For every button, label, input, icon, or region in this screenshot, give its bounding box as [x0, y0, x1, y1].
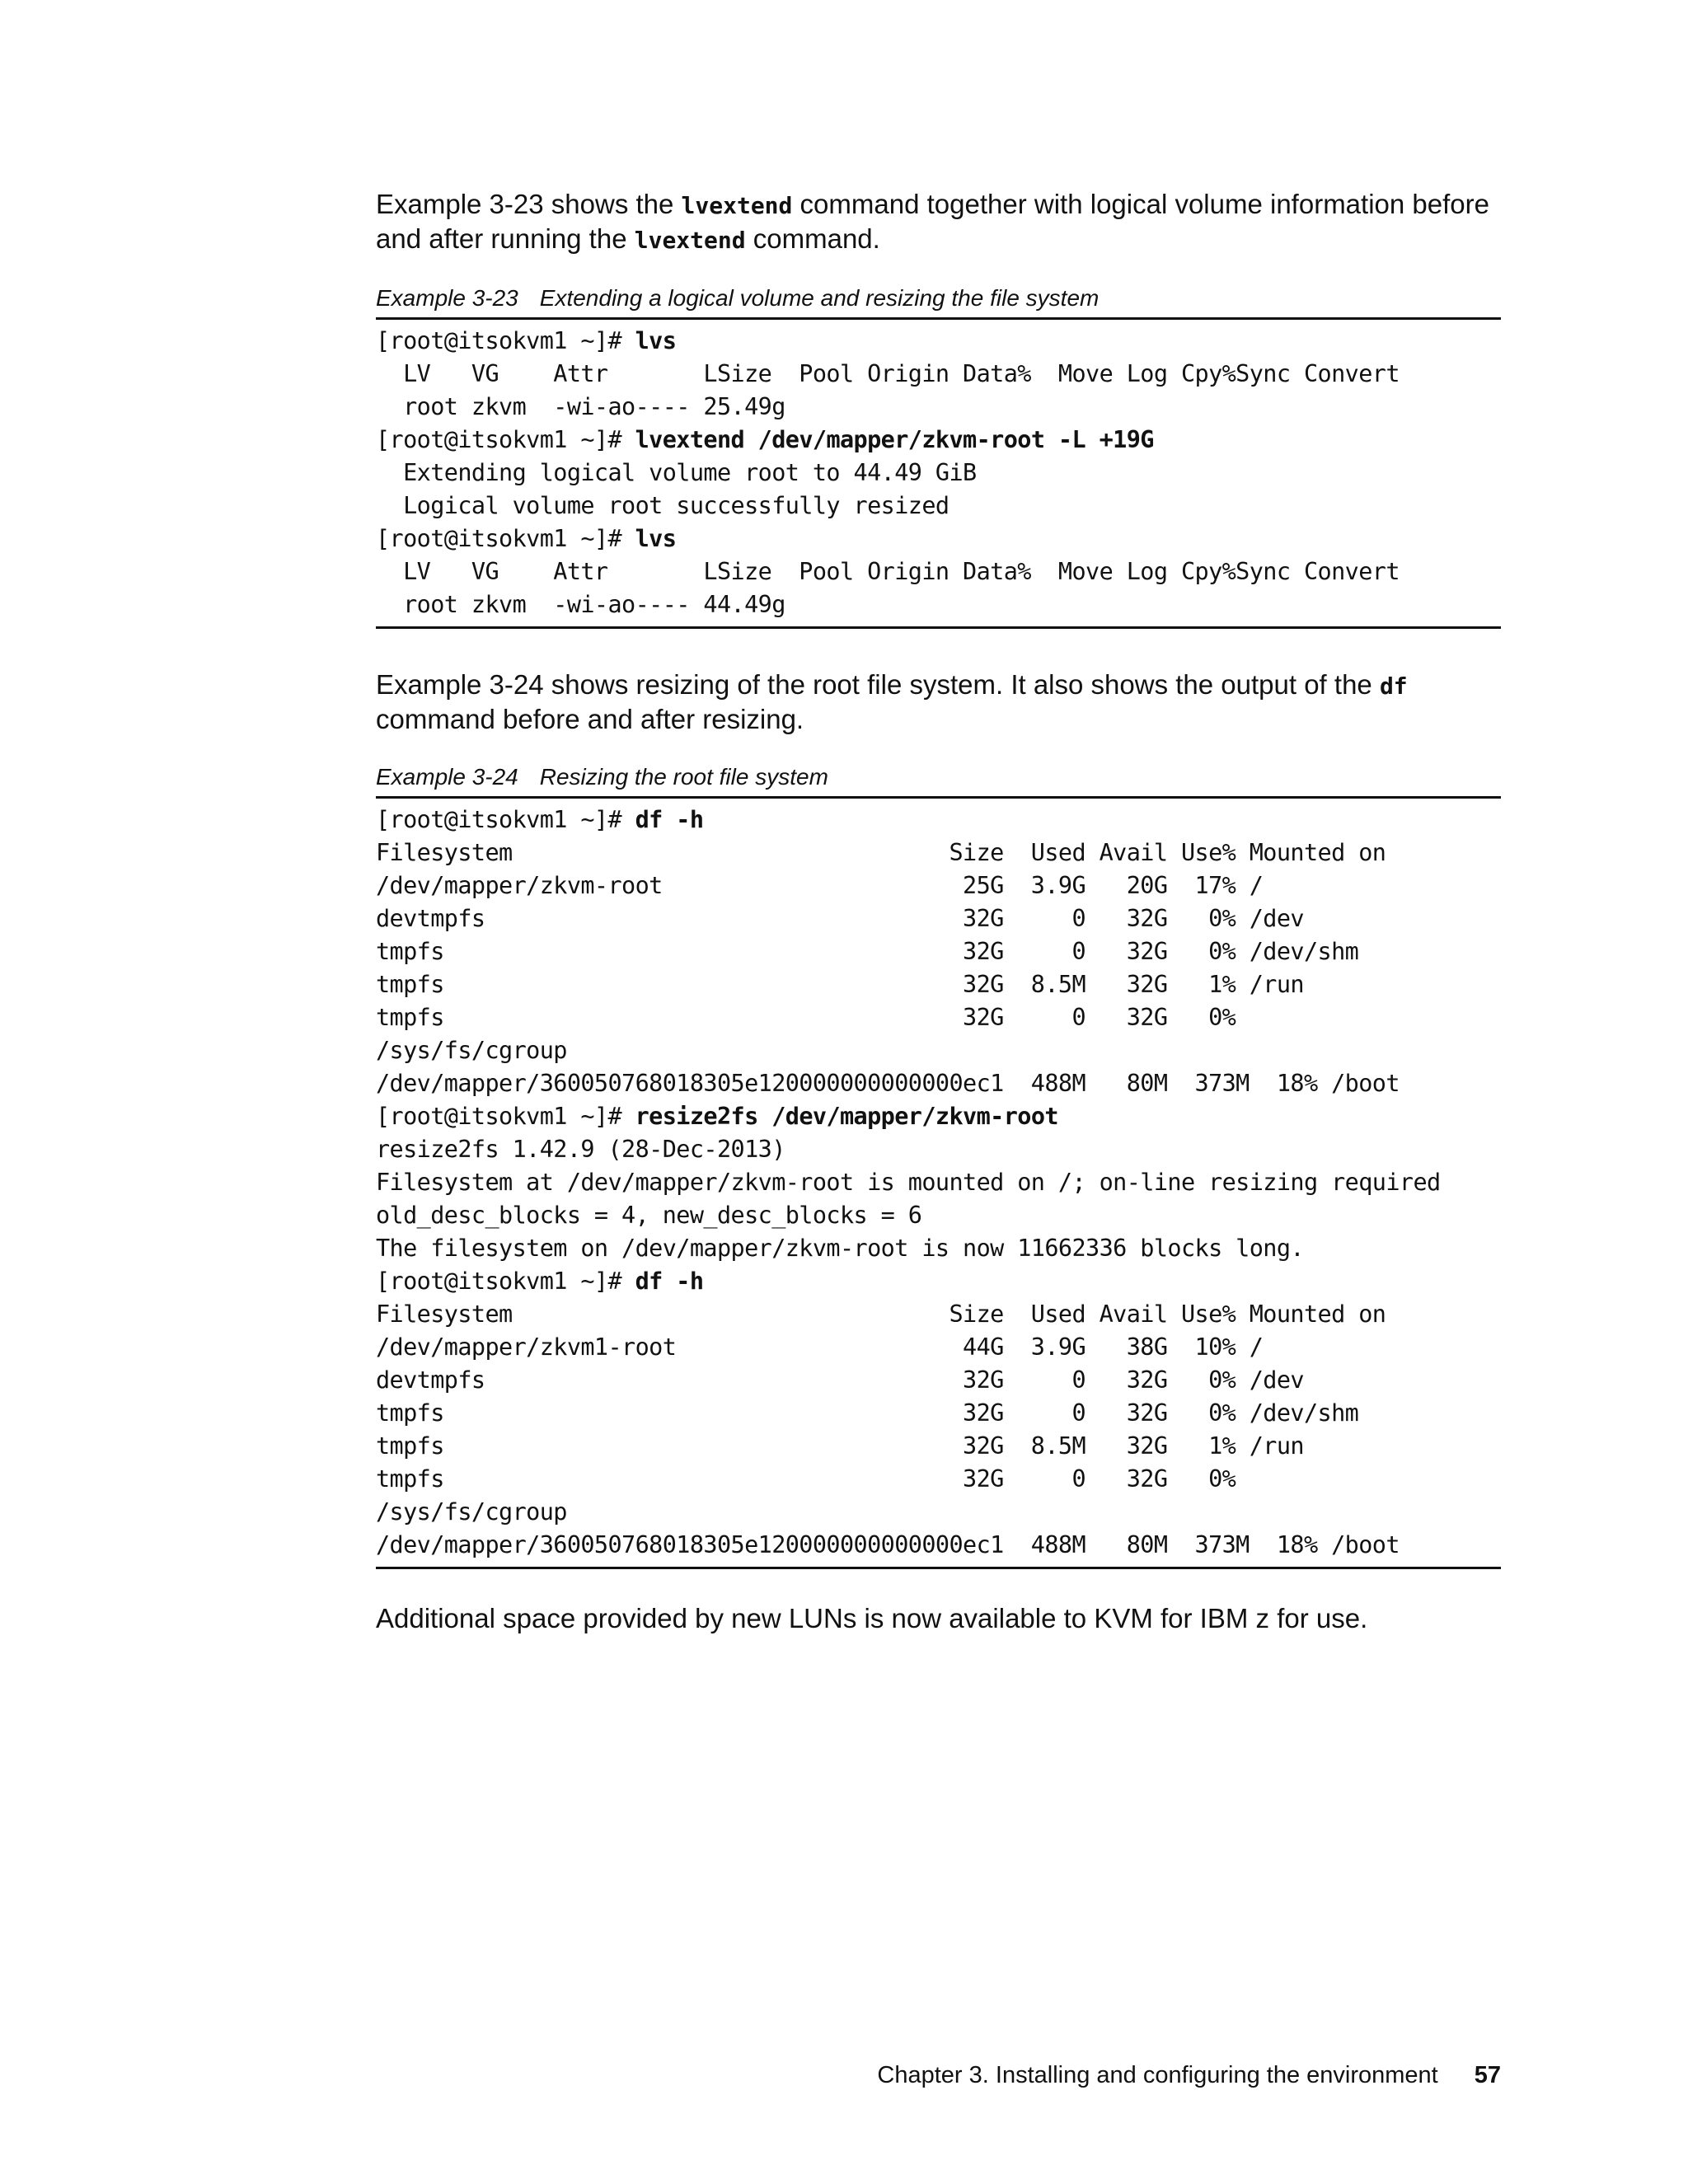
- code-command: lvs: [635, 327, 677, 354]
- code-text: LV VG Attr LSize Pool Origin Data% Move Log Cpy%Sync Convert: [376, 360, 1400, 387]
- code-line: [376, 1265, 1501, 1298]
- code-line: [376, 523, 1501, 555]
- code-line: [376, 391, 1501, 424]
- code-line: [376, 1496, 1501, 1529]
- code-line: [376, 902, 1501, 935]
- inline-code-lvextend-2: lvextend: [634, 227, 746, 254]
- code-line: [376, 935, 1501, 968]
- code-line: [376, 490, 1501, 523]
- code-text: tmpfs 32G 8.5M 32G 1% /run: [376, 1432, 1304, 1460]
- intro2-text-a: Example 3-24 shows resizing of the root file system. It also shows the output of the: [376, 669, 1380, 700]
- page-body: [376, 188, 1501, 1635]
- code-text: devtmpfs 32G 0 32G 0% /dev: [376, 905, 1304, 932]
- intro-paragraph-2: [376, 668, 1501, 736]
- closing-paragraph: Additional space provided by new LUNs is now available to KVM for IBM z for use.: [376, 1603, 1368, 1633]
- example-caption-3-24: [376, 763, 1501, 791]
- caption-label: Example 3-24: [376, 764, 518, 790]
- code-line: [376, 1529, 1501, 1562]
- intro-paragraph-1: [376, 188, 1501, 257]
- code-line: [376, 869, 1501, 902]
- code-text: /dev/mapper/360050768018305e120000000000000ec1 488M 80M 373M 18% /boot: [376, 1531, 1400, 1558]
- code-text: [root@itsokvm1 ~]#: [376, 806, 635, 833]
- code-line: [376, 358, 1501, 391]
- code-text: /dev/mapper/zkvm1-root 44G 3.9G 38G 10% /: [376, 1333, 1264, 1361]
- code-text: The filesystem on /dev/mapper/zkvm-root is now 11662336 blocks long.: [376, 1235, 1304, 1262]
- page-number: 57: [1474, 2062, 1501, 2088]
- code-line: [376, 1430, 1501, 1463]
- code-line: [376, 1331, 1501, 1364]
- code-line: [376, 1034, 1501, 1067]
- code-text: root zkvm -wi-ao---- 44.49g: [376, 591, 785, 618]
- code-line: [376, 837, 1501, 869]
- code-text: [root@itsokvm1 ~]#: [376, 525, 635, 552]
- code-text: tmpfs 32G 8.5M 32G 1% /run: [376, 971, 1304, 998]
- caption-label: Example 3-23: [376, 285, 518, 311]
- code-line: [376, 1199, 1501, 1232]
- code-command: lvs: [635, 525, 677, 552]
- code-line: [376, 457, 1501, 490]
- code-line: [376, 1001, 1501, 1034]
- example-code-block-3-24: [376, 796, 1501, 1569]
- page-footer: [824, 2060, 1501, 2090]
- code-line: [376, 1133, 1501, 1166]
- code-text: tmpfs 32G 0 32G 0%: [376, 1465, 1236, 1493]
- caption-title: Extending a logical volume and resizing the file system: [539, 285, 1100, 311]
- code-line: [376, 968, 1501, 1001]
- code-line: [376, 325, 1501, 358]
- intro2-text-b: command before and after resizing.: [376, 704, 804, 734]
- code-text: tmpfs 32G 0 32G 0% /dev/shm: [376, 1399, 1359, 1427]
- code-line: [376, 1100, 1501, 1133]
- code-text: devtmpfs 32G 0 32G 0% /dev: [376, 1366, 1304, 1394]
- intro1-text-c: command.: [745, 223, 880, 254]
- code-text: tmpfs 32G 0 32G 0%: [376, 1004, 1236, 1031]
- code-text: [root@itsokvm1 ~]#: [376, 426, 635, 453]
- code-text: old_desc_blocks = 4, new_desc_blocks = 6: [376, 1202, 922, 1229]
- example-code-block-3-23: [376, 317, 1501, 629]
- code-line: [376, 1067, 1501, 1100]
- code-line: [376, 1364, 1501, 1397]
- code-line: [376, 424, 1501, 457]
- inline-code-df: df: [1379, 673, 1408, 700]
- code-command: df -h: [635, 806, 704, 833]
- code-command: df -h: [635, 1268, 704, 1295]
- code-text: [root@itsokvm1 ~]#: [376, 1103, 635, 1130]
- code-line: [376, 804, 1501, 837]
- code-text: /dev/mapper/zkvm-root 25G 3.9G 20G 17% /: [376, 872, 1264, 899]
- code-line: [376, 1166, 1501, 1199]
- intro1-text-a: Example 3-23 shows the: [376, 189, 682, 219]
- code-text: root zkvm -wi-ao---- 25.49g: [376, 393, 785, 420]
- code-text: tmpfs 32G 0 32G 0% /dev/shm: [376, 938, 1359, 965]
- code-line: [376, 1397, 1501, 1430]
- code-command: lvextend /dev/mapper/zkvm-root -L +19G: [635, 426, 1154, 453]
- code-line: [376, 1298, 1501, 1331]
- code-text: /dev/mapper/360050768018305e120000000000000ec1 488M 80M 373M 18% /boot: [376, 1070, 1400, 1097]
- code-command: resize2fs /dev/mapper/zkvm-root: [635, 1103, 1058, 1130]
- code-text: resize2fs 1.42.9 (28-Dec-2013): [376, 1136, 785, 1163]
- code-text: /sys/fs/cgroup: [376, 1498, 567, 1526]
- code-text: Filesystem at /dev/mapper/zkvm-root is mounted on /; on-line resizing required: [376, 1169, 1441, 1196]
- code-line: [376, 588, 1501, 621]
- code-line: [376, 555, 1501, 588]
- code-text: Filesystem Size Used Avail Use% Mounted on: [376, 839, 1386, 866]
- code-text: LV VG Attr LSize Pool Origin Data% Move Log Cpy%Sync Convert: [376, 558, 1400, 585]
- code-text: /sys/fs/cgroup: [376, 1037, 567, 1064]
- footer-chapter-title: Chapter 3. Installing and configuring the environment: [877, 2062, 1438, 2088]
- code-text: Logical volume root successfully resized: [376, 492, 950, 519]
- code-text: [root@itsokvm1 ~]#: [376, 1268, 635, 1295]
- caption-title: Resizing the root file system: [539, 764, 828, 790]
- intro1-text-b: command together with logical volume information before and after running the: [376, 189, 1489, 254]
- code-text: Extending logical volume root to 44.49 GiB: [376, 459, 977, 486]
- code-text: [root@itsokvm1 ~]#: [376, 327, 635, 354]
- code-line: [376, 1232, 1501, 1265]
- code-text: Filesystem Size Used Avail Use% Mounted on: [376, 1301, 1386, 1328]
- inline-code-lvextend: lvextend: [681, 192, 793, 219]
- code-line: [376, 1463, 1501, 1496]
- example-caption-3-23: [376, 284, 1501, 312]
